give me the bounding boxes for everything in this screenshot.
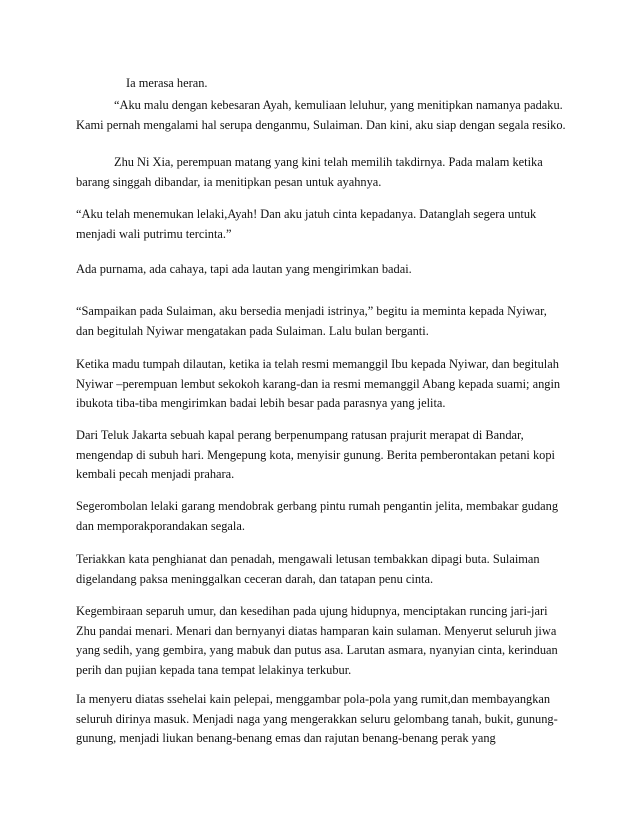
paragraph-3	[76, 153, 566, 192]
paragraph-text: “Aku malu dengan kebesaran Ayah, kemuliaan leluhur, yang menitipkan namanya padaku. Kami pernah mengalami hal serupa denganmu, Sulaiman. Dan kini, aku siap dengan segala resiko.	[76, 98, 566, 132]
paragraph-text: Segerombolan lelaki garang mendobrak gerbang pintu rumah pengantin jelita, membakar gudang dan memporakporandakan segala.	[76, 499, 559, 533]
paragraph-text: Kegembiraan separuh umur, dan kesedihan pada ujung hidupnya, menciptakan runcing jari-jari Zhu pandai menari. Menari dan bernyanyi diatas hamparan kain sulaman. Menyerut seluruh jiwa yang sedih, yang gembira, yang mabuk dan putus asa. Larutan asmara, nyanyian cinta, kerinduan perih dan pujian kepada tana tempat lelakinya terkubur.	[76, 604, 558, 677]
paragraph-12	[76, 690, 566, 749]
paragraph-text: Zhu Ni Xia, perempuan matang yang kini telah memilih takdirnya. Pada malam ketika barang singgah dibandar, ia menitipkan pesan untuk ayahnya.	[76, 155, 543, 189]
paragraph-2	[76, 96, 566, 135]
paragraph-text: Dari Teluk Jakarta sebuah kapal perang berpenumpang ratusan prajurit merapat di Bandar, mengendap di subuh hari. Mengepung kota, menyisir gunung. Berita pemberontakan petani kopi kembali pecah menjadi prahara.	[76, 428, 555, 481]
paragraph-text: Ada purnama, ada cahaya, tapi ada lautan yang mengirimkan badai.	[76, 262, 412, 276]
paragraph-text: “Aku telah menemukan lelaki,Ayah! Dan aku jatuh cinta kepadanya. Datanglah segera untuk menjadi wali putrimu tercinta.”	[76, 207, 537, 241]
paragraph-7	[76, 355, 566, 414]
paragraph-text: Ia merasa heran.	[126, 76, 208, 90]
paragraph-9	[76, 497, 566, 536]
paragraph-6	[76, 302, 566, 341]
paragraph-11	[76, 602, 566, 680]
paragraph-8	[76, 426, 566, 485]
paragraph-text: Teriakkan kata penghianat dan penadah, mengawali letusan tembakkan dipagi buta. Sulaiman digelandang paksa meninggalkan ceceran darah, dan tatapan penu cinta.	[76, 552, 540, 586]
paragraph-text: Ketika madu tumpah dilautan, ketika ia telah resmi memanggil Ibu kepada Nyiwar, dan begitulah Nyiwar –perempuan lembut sekokoh karang-dan ia resmi memanggil Abang kepada suami; angin ibukota tiba-tiba mengirimkan badai lebih besar pada parasnya yang jelita.	[76, 357, 561, 410]
paragraph-5	[76, 260, 566, 280]
paragraph-4	[76, 205, 566, 244]
paragraph-10	[76, 550, 566, 589]
paragraph-text: Ia menyeru diatas ssehelai kain pelepai, menggambar pola-pola yang rumit,dan membayangkan seluruh dirinya masuk. Menjadi naga yang mengerakkan seluru gelombang tanah, bukit, gunung-gunung, menjadi liukan benang-benang emas dan rajutan benang-benang perak yang	[76, 692, 558, 745]
paragraph-1	[76, 74, 566, 94]
paragraph-text: “Sampaikan pada Sulaiman, aku bersedia menjadi istrinya,” begitu ia meminta kepada Nyiwar, dan begitulah Nyiwar mengatakan pada Sulaiman. Lalu bulan berganti.	[76, 304, 547, 338]
